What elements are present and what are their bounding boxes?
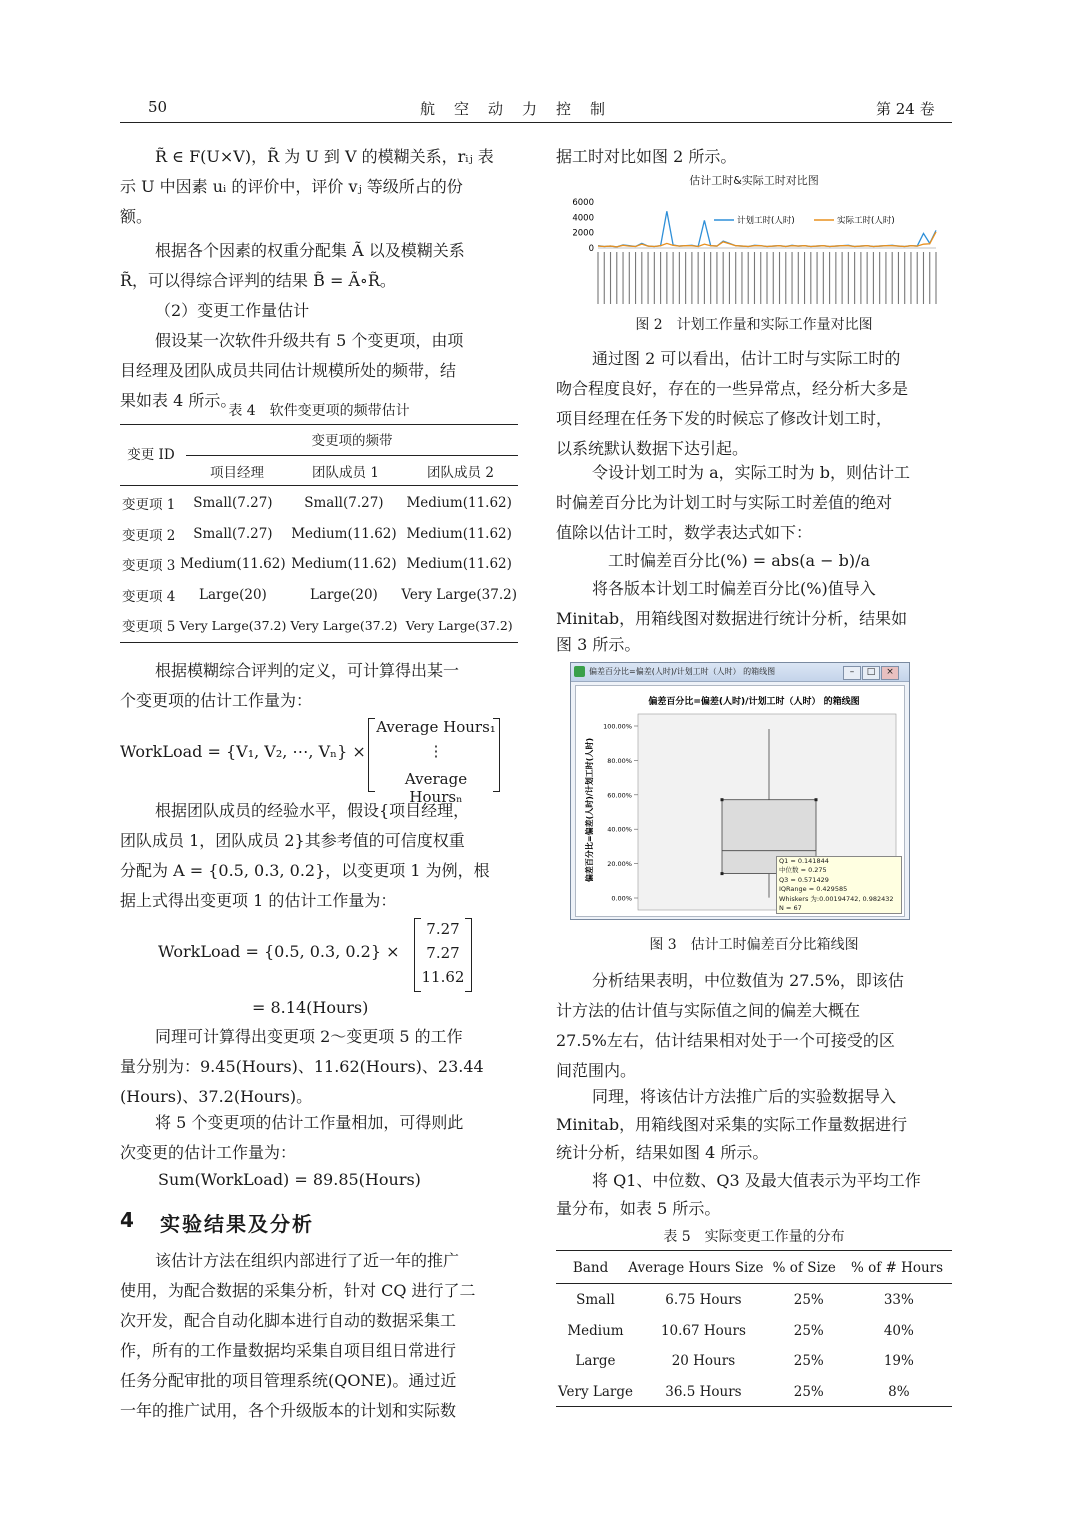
subheading: （2）变更工作量估计 <box>155 301 310 320</box>
y-tick-label: 60.00% <box>607 791 632 800</box>
section-number: 4 <box>120 1208 134 1232</box>
table5-header-rule <box>556 1283 952 1284</box>
table5-bottom-rule <box>556 1406 952 1407</box>
table-row <box>120 519 519 550</box>
table4-col-id: 变更 ID <box>127 447 175 463</box>
tooltip-line: N = 67 <box>779 904 802 913</box>
paragraph: 目经理及团队成员共同估计规模所处的频带，结 <box>120 361 457 380</box>
table5-body <box>556 1285 952 1407</box>
y-tick-label: 80.00% <box>607 756 632 765</box>
paragraph: 将 5 个变更项的估计工作量相加，可得则此 <box>155 1113 464 1132</box>
box-handle[interactable] <box>721 798 724 801</box>
paragraph: 根据模糊综合评判的定义，可计算得出某一 <box>155 661 460 680</box>
paragraph: 次开发，配合自动化脚本进行自动的数据采集工 <box>120 1311 457 1330</box>
fig3-caption: 图 3 估计工时偏差百分比箱线图 <box>649 937 859 953</box>
paragraph: 据上式得出变更项 1 的估计工作量为： <box>120 891 397 910</box>
table-row <box>556 1316 952 1347</box>
table4-mid-rule <box>186 455 518 456</box>
paragraph: 量分布，如表 5 所示。 <box>556 1199 721 1218</box>
paragraph: 根据各个因素的权重分配集 Ã 以及模糊关系 <box>155 241 465 260</box>
paragraph: 将各版本计划工时偏差百分比(%)值导入 <box>592 579 876 598</box>
tooltip-line: Whiskers 为:0.00194742, 0.982432 <box>779 894 894 903</box>
tooltip-line: Q3 = 0.571429 <box>779 875 829 884</box>
table-cell: 19% <box>883 1353 914 1370</box>
table-cell: Medium(11.62) <box>406 525 512 542</box>
journal-title: 航 空 动 力 控 制 <box>420 100 608 118</box>
table-row <box>120 549 519 580</box>
paragraph: 使用，为配合数据的采集分析，针对 CQ 进行了二 <box>120 1281 476 1300</box>
table-cell: Very Large(37.2) <box>405 617 513 633</box>
volume-label: 第 24 卷 <box>876 100 935 118</box>
vector-entry: 7.27 <box>426 944 460 962</box>
y-tick-label: 6000 <box>572 198 594 208</box>
table-row <box>556 1377 952 1408</box>
table-cell: Small(7.27) <box>304 495 384 512</box>
tooltip-line: 中位数 = 0.275 <box>779 866 827 875</box>
table-cell: Small <box>576 1292 615 1309</box>
table4-body <box>120 488 519 641</box>
fig2-caption: 图 2 计划工作量和实际工作量对比图 <box>635 317 873 333</box>
table5 <box>556 1253 952 1282</box>
formula-workload-example-lhs: WorkLoad = {0.5, 0.3, 0.2} × <box>158 942 400 961</box>
table-cell: Medium(11.62) <box>406 495 512 512</box>
paragraph: 据工时对比如图 2 所示。 <box>556 147 737 166</box>
table-row <box>556 1285 952 1316</box>
matrix-entry: Average Hours₁ <box>376 718 496 736</box>
table4-top-rule <box>120 424 518 425</box>
y-tick-label: 0.00% <box>611 894 632 903</box>
paragraph: 值除以估计工时，数学表达式如下： <box>556 523 813 542</box>
formula-workload-lhs: WorkLoad = {V₁, V₂, ⋯, Vₙ} × <box>120 742 366 761</box>
table-cell: 25% <box>793 1383 824 1400</box>
formula-matrix <box>368 718 500 806</box>
app-icon <box>574 666 585 677</box>
y-tick-label: 0 <box>588 244 594 254</box>
close-icon[interactable]: × <box>881 666 899 680</box>
boxplot-ylabel: 偏差百分比=偏差(人时)/计划工时(人时) <box>585 737 594 883</box>
table-cell: Large(20) <box>310 586 378 603</box>
table-cell: 10.67 Hours <box>660 1322 746 1339</box>
table-cell: 25% <box>793 1353 824 1370</box>
paragraph: R̃ ∈ F(U×V)，R̃ 为 U 到 V 的模糊关系，rᵢⱼ 表 <box>155 147 494 166</box>
table-cell: 8% <box>888 1383 910 1400</box>
paragraph: 分配为 A = {0.5, 0.3, 0.2}，以变更项 1 为例，根 <box>120 861 490 880</box>
table-row <box>120 580 519 611</box>
table4-header: 团队成员 2 <box>427 465 494 481</box>
table-cell: Very Large <box>558 1383 633 1400</box>
header-rule <box>120 122 952 123</box>
y-tick-label: 20.00% <box>607 860 632 869</box>
table-cell: Small(7.27) <box>193 525 273 542</box>
vector-entry: 11.62 <box>421 968 465 986</box>
vector-entry: 7.27 <box>426 920 460 938</box>
paragraph: (Hours)、37.2(Hours)。 <box>120 1087 313 1106</box>
y-tick-label: 4000 <box>572 213 594 224</box>
matrix-entry: ⋮ <box>428 742 444 760</box>
paragraph: 吻合程度良好，存在的一些异常点，经分析大多是 <box>556 379 909 398</box>
paragraph: 时偏差百分比为计划工时与实际工时差值的绝对 <box>556 493 893 512</box>
legend-label-plan: 计划工时(人时) <box>737 216 795 226</box>
paragraph: 统计分析，结果如图 4 所示。 <box>556 1143 769 1162</box>
paragraph: 量分别为：9.45(Hours)、11.62(Hours)、23.44 <box>120 1057 484 1076</box>
paragraph: 额。 <box>120 207 153 226</box>
paragraph: 次变更的估计工作量为： <box>120 1143 297 1162</box>
boxplot-tooltip <box>776 856 902 914</box>
paragraph: Minitab，用箱线图对数据进行统计分析，结果如 <box>556 609 908 628</box>
table-cell: 变更项 3 <box>122 558 176 575</box>
paragraph: 通过图 2 可以看出，估计工时与实际工时的 <box>592 349 901 368</box>
table4-subheader <box>186 458 518 484</box>
table-row <box>120 610 519 641</box>
table5-header: % of # Hours <box>850 1259 944 1276</box>
table-row <box>120 488 519 519</box>
paragraph: 根据团队成员的经验水平，假设{项目经理， <box>155 801 470 820</box>
table-header-row <box>556 1253 952 1282</box>
table-cell: 25% <box>793 1322 824 1339</box>
table5-header: % of Size <box>772 1259 836 1276</box>
paragraph: 团队成员 1，团队成员 2}其参考值的可信度权重 <box>120 831 465 850</box>
table-cell: 33% <box>883 1292 914 1309</box>
formula-sum: Sum(WorkLoad) = 89.85(Hours) <box>158 1170 421 1189</box>
table5-caption: 表 5 实际变更工作量的分布 <box>663 1229 845 1245</box>
series-line-actual <box>598 232 936 247</box>
boxplot-title: 偏差百分比=偏差(人时)/计划工时（人时） 的箱线图 <box>648 697 860 707</box>
paragraph: 计方法的估计值与实际值之间的偏差大概在 <box>556 1001 861 1020</box>
window-titlebar[interactable] <box>571 663 909 682</box>
table-cell: 40% <box>883 1322 914 1339</box>
legend-label-actual: 实际工时(人时) <box>837 216 895 226</box>
table-cell: Very Large(37.2) <box>179 617 287 633</box>
table-cell: 25% <box>793 1292 824 1309</box>
paragraph: 项目经理在任务下发的时候忘了修改计划工时， <box>556 409 893 428</box>
table4-header: 项目经理 <box>210 465 264 481</box>
paragraph: 任务分配审批的项目管理系统(QONE)。通过近 <box>120 1371 457 1390</box>
paragraph: 示 U 中因素 uᵢ 的评价中，评价 vⱼ 等级所占的份 <box>120 177 463 196</box>
table-cell: Very Large(37.2) <box>290 617 398 633</box>
matrix-entry: Average Hoursₙ <box>404 770 468 806</box>
formula-vector <box>414 918 472 990</box>
table4-header-rule <box>120 485 518 486</box>
table-cell: Medium(11.62) <box>291 556 397 573</box>
fig2-title: 估计工时&实际工时对比图 <box>689 174 819 187</box>
table-row <box>556 1346 952 1377</box>
table-cell: Large <box>575 1353 616 1370</box>
table-cell: 变更项 1 <box>122 497 176 514</box>
paragraph: 个变更项的估计工作量为： <box>120 691 313 710</box>
table5-header: Average Hours Size <box>628 1259 764 1276</box>
window-title: 偏差百分比=偏差(人时)/计划工时（人时） 的箱线图 <box>589 667 776 676</box>
table4-bottom-rule <box>120 642 518 643</box>
minitab-window[interactable] <box>570 662 910 920</box>
table4-header: 团队成员 1 <box>312 465 379 481</box>
table-cell: 6.75 Hours <box>665 1292 742 1309</box>
maximize-icon[interactable]: □ <box>862 666 880 680</box>
table-cell: 变更项 5 <box>122 619 176 636</box>
paragraph: 该估计方法在组织内部进行了近一年的推广 <box>155 1251 460 1270</box>
table-cell: Very Large(37.2) <box>401 586 517 603</box>
paragraph: 图 3 所示。 <box>556 635 641 654</box>
y-tick-label: 2000 <box>572 228 594 239</box>
table-cell: 20 Hours <box>671 1353 736 1370</box>
paragraph: 27.5%左右，估计结果相对处于一个可接受的区 <box>556 1031 895 1050</box>
box-handle[interactable] <box>721 872 724 875</box>
page-number: 50 <box>148 98 168 116</box>
tooltip-line: Q1 = 0.141844 <box>779 857 829 865</box>
table4-group-header: 变更项的频带 <box>311 433 393 449</box>
paragraph: Minitab，用箱线图对采集的实际工作量数据进行 <box>556 1115 908 1134</box>
paragraph: 将 Q1、中位数、Q3 及最大值表示为平均工作 <box>592 1171 921 1190</box>
table-cell: Medium(11.62) <box>291 525 397 542</box>
table-cell: 变更项 4 <box>122 588 176 605</box>
y-tick-label: 40.00% <box>607 825 632 834</box>
paragraph: 同理可计算得出变更项 2～变更项 5 的工作 <box>155 1027 463 1046</box>
table-cell: Medium(11.62) <box>180 556 286 573</box>
table-cell: Small(7.27) <box>193 495 273 512</box>
paragraph: 以系统默认数据下达引起。 <box>556 439 749 458</box>
table4-caption: 表 4 软件变更项的频带估计 <box>228 403 410 419</box>
table-cell: 变更项 2 <box>122 527 176 544</box>
formula-deviation: 工时偏差百分比(%) = abs(a − b)/a <box>608 551 871 570</box>
table5-header: Band <box>572 1259 609 1276</box>
paragraph: 间范围内。 <box>556 1061 637 1080</box>
paragraph: 作，所有的工作量数据均采集自项目组日常进行 <box>120 1341 457 1360</box>
table-cell: 36.5 Hours <box>665 1383 742 1400</box>
table-cell: Large(20) <box>198 586 267 603</box>
paragraph: 一年的推广试用，各个升级版本的计划和实际数 <box>120 1401 457 1420</box>
paragraph: 分析结果表明，中位数值为 27.5%，即该估 <box>592 971 904 990</box>
table5-top-rule <box>556 1250 952 1251</box>
paragraph: R̃，可以得综合评判的结果 B̃ = Ã∘R̃。 <box>120 271 396 290</box>
paragraph: 假设某一次软件升级共有 5 个变更项，由项 <box>155 331 464 350</box>
table-cell: Medium <box>567 1322 624 1339</box>
tooltip-line: IQRange = 0.429585 <box>779 885 848 894</box>
section-title: 实验结果及分析 <box>160 1212 314 1236</box>
box-handle[interactable] <box>815 798 818 801</box>
y-tick-label: 100.00% <box>603 722 632 731</box>
paragraph: 令设计划工时为 a，实际工时为 b，则估计工 <box>592 463 910 482</box>
plot-area <box>575 685 905 917</box>
fig2-chart <box>556 190 952 310</box>
paragraph: 果如表 4 所示。 <box>120 391 237 410</box>
minimize-icon[interactable]: – <box>843 666 861 680</box>
table-cell: Medium(11.62) <box>406 556 512 573</box>
formula-result: = 8.14(Hours) <box>252 998 369 1017</box>
paragraph: 同理，将该估计方法推广后的实验数据导入 <box>592 1087 897 1106</box>
